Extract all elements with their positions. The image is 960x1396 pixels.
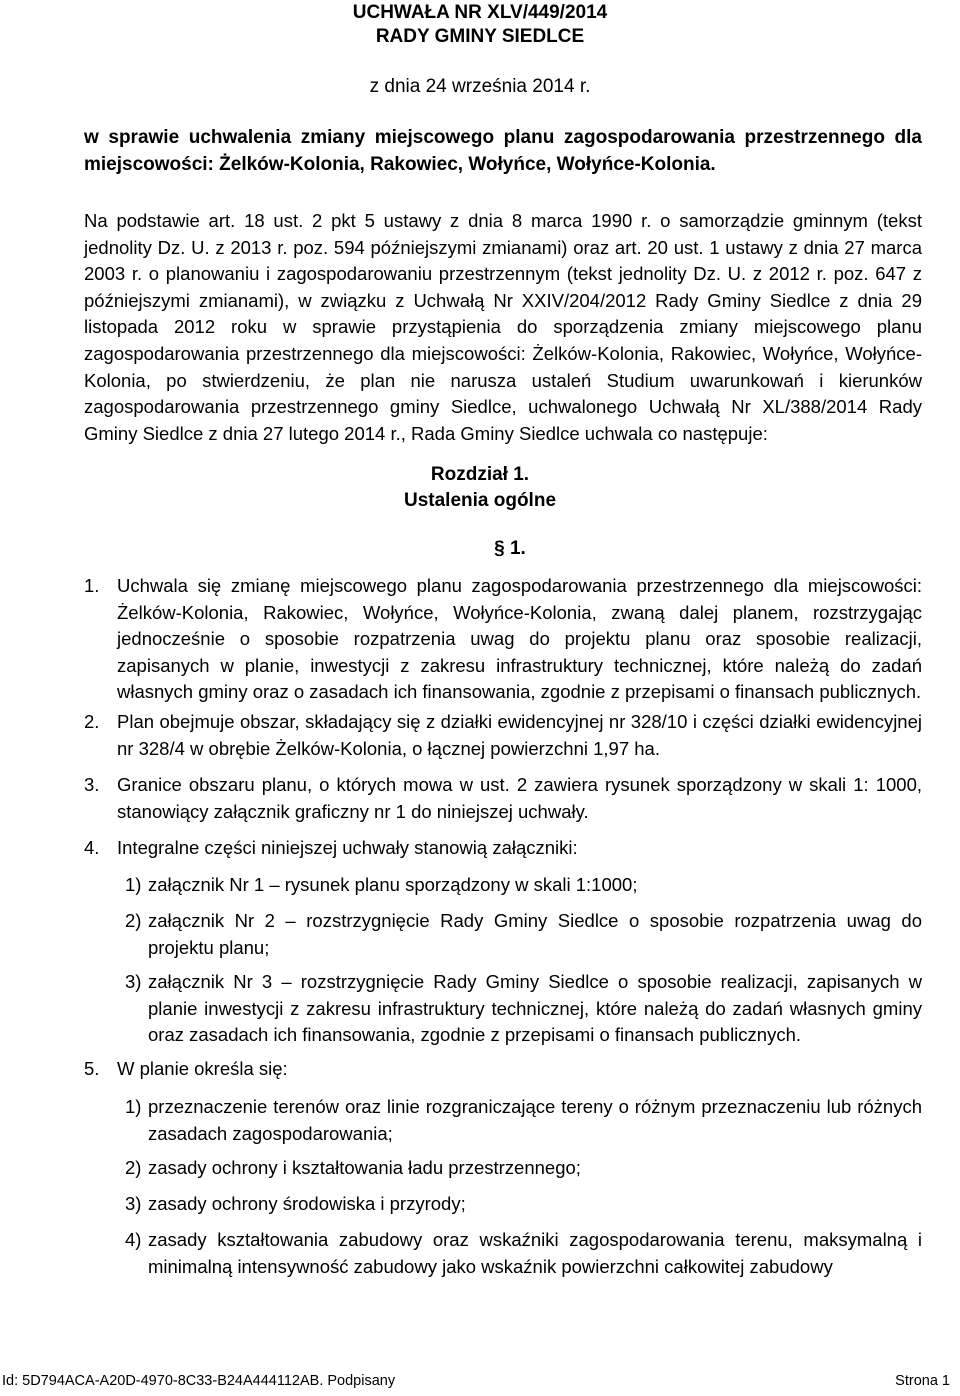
sub-item-text: załącznik Nr 1 – rysunek planu sporządzony w skali 1:1000; — [148, 874, 638, 895]
attachment-item — [125, 908, 922, 961]
item-text: Plan obejmuje obszar, składający się z działki ewidencyjnej nr 328/10 i części działki ewidencyjnej nr 328/4 w obrębie Żelków-Kolonia, o łącznej powierzchni 1,97 ha. — [117, 711, 922, 759]
resolution-date: z dnia 24 września 2014 r. — [369, 76, 591, 97]
attachment-item — [125, 872, 922, 899]
sub-item-number: 2) — [125, 910, 142, 931]
list-item — [84, 1056, 922, 1083]
attachment-item — [125, 969, 922, 1049]
item-number: 4. — [84, 837, 100, 858]
sub-item-number: 3) — [125, 1193, 142, 1214]
council-name: RADY GMINY SIEDLCE — [375, 26, 585, 47]
item-number: 5. — [84, 1058, 100, 1079]
item-number: 3. — [84, 774, 100, 795]
resolution-subject: w sprawie uchwalenia zmiany miejscowego planu zagospodarowania przestrzennego dla miejscowości: Żelków-Kolonia, Rakowiec, Wołyńce, Wołyńce-Kolonia. — [84, 127, 922, 175]
list-item — [84, 573, 922, 706]
item-text: W planie określa się: — [117, 1058, 288, 1079]
sub-item-text: przeznaczenie terenów oraz linie rozgraniczające tereny o różnym przeznaczeniu lub różnych zasadach zagospodarowania; — [148, 1096, 922, 1144]
legal-basis-preamble: Na podstawie art. 18 ust. 2 pkt 5 ustawy z dnia 8 marca 1990 r. o samorządzie gminnym (tekst jednolity Dz. U. z 2013 r. poz. 594 późniejszymi zmianami) oraz art. 20 ust. 1 ustawy z dnia 27 marca 2003 r. o planowaniu i zagospodarowaniu przestrzennym (tekst jednolity Dz. U. z 2012 r. poz. 647 z późniejszymi zmianami), w związku z Uchwałą Nr XXIV/204/2012 Rady Gminy Siedlce z dnia 29 listopada 2012 roku w sprawie przystąpienia do sporządzenia zmiany miejscowego planu zagospodarowania przestrzennego dla miejscowości: Żelków-Kolonia, Rakowiec, Wołyńce, Wołyńce-Kolonia, po stwierdzeniu, że plan nie narusza ustaleń Studium uwarunkowań i kierunków zagospodarowania przestrzennego gminy Siedlce, uchwalonego Uchwałą Nr XL/388/2014 Rady Gminy Siedlce z dnia 27 lutego 2014 r., Rada Gminy Siedlce uchwala co następuje: — [84, 210, 922, 444]
paragraph-sign: § 1. — [494, 538, 526, 559]
item-number: 1. — [84, 575, 100, 596]
chapter-number: Rozdział 1. — [430, 464, 530, 485]
sub-item-number: 3) — [125, 971, 142, 992]
sub-item-number: 4) — [125, 1229, 142, 1250]
item-number: 2. — [84, 711, 100, 732]
determination-item — [125, 1191, 922, 1218]
sub-item-text: zasady ochrony i kształtowania ładu przestrzennego; — [148, 1157, 581, 1178]
resolution-title: UCHWAŁA NR XLV/449/2014 — [352, 2, 608, 23]
sub-item-text: załącznik Nr 3 – rozstrzygnięcie Rady Gminy Siedlce o sposobie realizacji, zapisanych w planie inwestycji z zakresu infrastruktury technicznej, które należą do zadań własnych gminy oraz zasadach ich finansowania, zgodnie z przepisami o finansach publicznych. — [148, 971, 922, 1046]
determination-item — [125, 1227, 922, 1280]
sub-item-number: 1) — [125, 874, 142, 895]
item-text: Integralne części niniejszej uchwały stanowią załączniki: — [117, 837, 578, 858]
determination-item — [125, 1155, 922, 1182]
sub-item-text: załącznik Nr 2 – rozstrzygnięcie Rady Gminy Siedlce o sposobie rozpatrzenia uwag do projektu planu; — [148, 910, 922, 958]
list-item — [84, 772, 922, 825]
list-item — [84, 709, 922, 762]
page-number: Strona 1 — [895, 1373, 950, 1389]
sub-item-number: 1) — [125, 1096, 142, 1117]
item-text: Granice obszaru planu, o których mowa w ust. 2 zawiera rysunek sporządzony w skali 1: 1000, stanowiący załącznik graficzny nr 1 do niniejszej uchwały. — [117, 774, 922, 822]
determination-item — [125, 1094, 922, 1147]
chapter-heading — [0, 462, 960, 514]
list-item — [84, 835, 922, 862]
item-text: Uchwala się zmianę miejscowego planu zagospodarowania przestrzennego dla miejscowości: Żelków-Kolonia, Rakowiec, Wołyńce, Wołyńce-Kolonia, zwaną dalej planem, rozstrzygając jednocześnie o sposobie rozpatrzenia uwag do projektu planu oraz sposobie realizacji, zapisanych w planie, inwestycji z zakresu infrastruktury technicznej, które należą do zadań własnych gminy oraz o zasadach ich finansowania, zgodnie z przepisami o finansach publicznych. — [117, 575, 922, 703]
sub-item-text: zasady kształtowania zabudowy oraz wskaźniki zagospodarowania terenu, maksymalną i minimalną intensywność zabudowy jako wskaźnik powierzchni całkowitej zabudowy — [148, 1229, 922, 1277]
sub-item-number: 2) — [125, 1157, 142, 1178]
chapter-title: Ustalenia ogólne — [403, 490, 557, 511]
document-id: Id: 5D794ACA-A20D-4970-8C33-B24A444112AB. Podpisany — [2, 1373, 396, 1389]
sub-item-text: zasady ochrony środowiska i przyrody; — [148, 1193, 466, 1214]
